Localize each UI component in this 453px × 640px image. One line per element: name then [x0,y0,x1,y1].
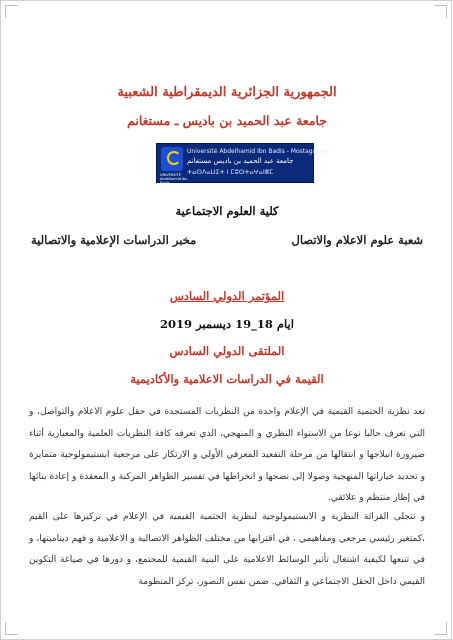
forum-title: الملتقى الدولي السادس [169,344,285,358]
conference-dates: ايام 18_19 ديسمبر 2019 [160,317,294,331]
page-border-corner [5,5,18,18]
logo-arabic-text: جامعة عبد الحميد بن باديس مستغانم [187,157,294,165]
department-lab-row [31,233,423,249]
logo-side-text: UNIVERSITÉ Abdelhamid Ibn Badis MOSTAGANEM [160,173,188,189]
page-border-corner [434,622,447,635]
body-paragraph-2: و تتجلى القرائة النظرية و الابستيمولوجية لنظرية الحتمية القيمية في الإعلام في تركيزها على القيم ،كمتغير رئيسي مرجعي ومفاهيمي ، في اقترابها من مختلف الظواهر الاتصالية و الاعلامية و فهم ديناميتها، و في تتبعها لكيفية اشتغال تأثير الوسائط الاعلامية على البنية القيمية للمجتمع، و دورها في صياغة التكوين القيمي داخل الحقل الاجتماعي و الثقافي. ضمن نفس التصور، تركز المنظومة [29,512,425,587]
body-paragraph-1: تعد نظرية الحتمية القيمية في الإعلام واحدة من النظريات المستجدة في حقل علوم الاعلام والتواصل، و التي تعرف حاليا نوعا من الاستواء النظري و المنهجي، الذي تعرفه كافة النظريات العلمية والمعيارية أثناء صيرورة انبلاجها و انتقالها من مرحلة التفعيد المعرفي الأولي و الارتكاز على مرجعية ابستيمولوجية متمايزة و تحديد خياراتها المنهجية وصولا إلى نضجها و انخراطها في تفسير الظواهر المركبة و المعقدة و إعادة بنائها في إطار منتظم و علائقي. [29,407,425,504]
logo-latin-text: Université Abdelhamid Ibn Badis - Mostaganem [187,148,330,155]
page-border-corner [434,5,447,18]
republic-heading: الجمهورية الجزائرية الديمقراطية الشعبية [117,85,337,100]
lab-name: مخبر الدراسات الإعلامية والاتصالية [31,233,197,247]
faculty-heading: كلية العلوم الاجتماعية [175,204,279,218]
conference-title: المؤتمر الدولي السادس [169,289,285,303]
conference-theme: القيمة في الدراسات الاعلامية والأكاديمية [130,372,324,386]
page-border-corner [5,622,18,635]
university-logo [156,143,330,189]
logo-tifinagh-text: ⵜⴰⵙⴷⴰⵡⵉⵜ ⵏ ⵎⵓⵙⵜⴰⵖⴰⵏⴻⵎ [187,168,274,176]
university-emblem-icon [161,147,183,171]
department-name: شعبة علوم الاعلام والاتصال [291,233,423,247]
university-heading: جامعة عبد الحميد بن باديس ـ مستغانم [127,113,327,128]
